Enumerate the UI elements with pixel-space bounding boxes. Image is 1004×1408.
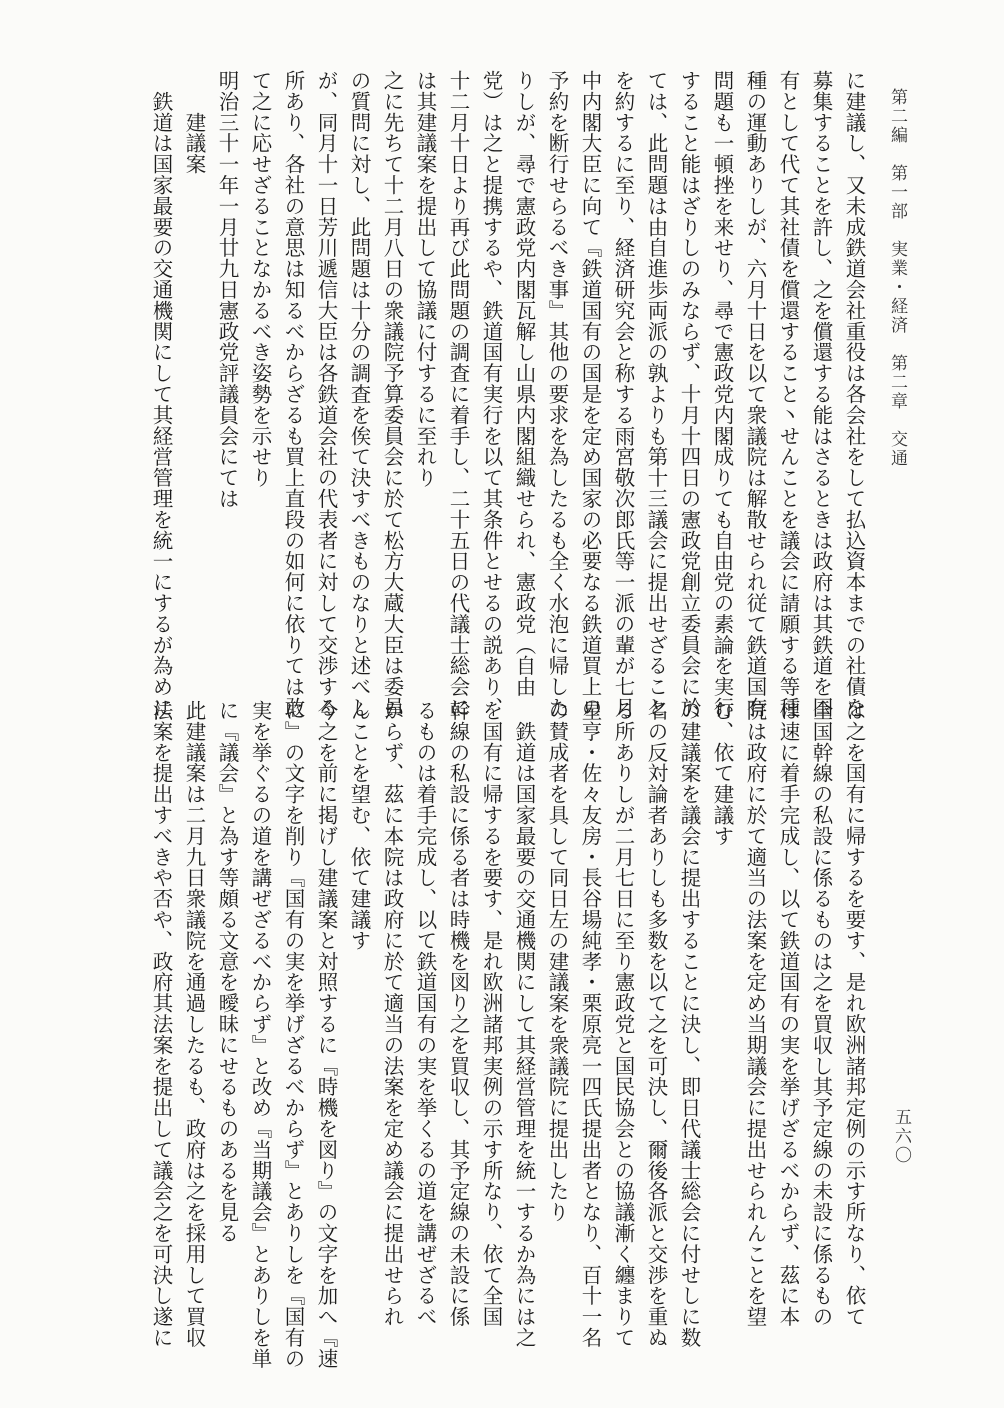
text-line: るものは着手完成し、以て鉄道国有の実を挙くるの道を講ぜざるべ bbox=[413, 700, 437, 1327]
text-line: 種の運動ありしが、六月十日を以て衆議院は解散せられ従て鉄道国有 bbox=[743, 70, 767, 718]
text-line: は之を国有に帰するを要す、是れ欧洲諸邦定例の示す所なり、依て bbox=[842, 700, 866, 1327]
text-line: 之に先ちて十二月八日の衆議院予算委員会に於て松方大蔵大臣は委員 bbox=[380, 70, 404, 718]
text-line: 所あり、各社の意思は知るべからざるも買上直段の如何に依りては敢 bbox=[281, 70, 305, 718]
text-line: て之に応せざることなかるべき姿勢を示せり bbox=[248, 70, 272, 488]
text-line: 幹線の私設に係る者は時機を図り之を買収し、其予定線の未設に係 bbox=[446, 700, 470, 1327]
text-line: ては、此問題は由自進歩両派の孰よりも第十三議会に提出せざること bbox=[644, 70, 668, 718]
text-line: 全国幹線の私設に係るものは之を買収し其予定線の未設に係るもの bbox=[809, 700, 833, 1327]
text-line: 院は政府に於て適当の法案を定め当期議会に提出せられんことを望 bbox=[743, 700, 767, 1327]
text-line: すること能はざりしのみならず、十月十四日の憲政党創立委員会に於 bbox=[677, 70, 701, 718]
text-line: 此建議案は二月九日衆議院を通過したるも、政府は之を採用して買収 bbox=[182, 700, 206, 1348]
text-line: 党）は之と提携するや、鉄道国有実行を以て其条件とせるの説あり、 bbox=[479, 70, 503, 718]
text-line: 有として代て其社債を償還すること丶せんことを議会に請願する等種 bbox=[776, 70, 800, 718]
text-line: を約するに至り、経済研究会と称する雨宮敬次郎氏等一派の輩が七月 bbox=[611, 70, 635, 718]
text-line: 鉄道は国家最要の交通機関にして其経営管理を統一するか為には之 bbox=[512, 700, 536, 1348]
text-line: む、依て建議す bbox=[710, 700, 734, 847]
text-line: の建議案を議会に提出することに決し、即日代議士総会に付せしに数 bbox=[677, 700, 701, 1348]
text-line: る所ありしが二月七日に至り憲政党と国民協会との協議漸く纏まりて bbox=[611, 700, 635, 1348]
text-line: んことを望む、依て建議す bbox=[347, 700, 371, 951]
text-line: に『議会』と為す等頗る文意を曖昧にせるものあるを見る bbox=[215, 700, 239, 1244]
text-line: が、同月十一日芳川遞信大臣は各鉄道会社の代表者に対して交渉する bbox=[314, 70, 338, 718]
text-line: 十二月十日より再び此問題の調査に着手し、二十五日の代議士総会に bbox=[446, 70, 470, 718]
page-number: 五六〇 bbox=[891, 1108, 911, 1165]
text-line: 中内閣大臣に向て『鉄道国有の国是を定め国家の必要なる鉄道買上の bbox=[578, 70, 602, 718]
text-line: 法案を提出すべきや否や、政府其法案を提出して議会之を可決し遂に bbox=[149, 700, 173, 1348]
heading-kengian: 建議案 bbox=[182, 70, 206, 175]
text-line: 明治三十一年一月廿九日憲政党評議員会にては bbox=[215, 70, 239, 509]
text-line: りしが、尋で憲政党内閣瓦解し山県内閣組織せられ、憲政党（自由 bbox=[512, 70, 536, 697]
text-line: 今之を前に掲げし建議案と対照するに『時機を図り』の文字を加へ『速 bbox=[314, 700, 338, 1369]
text-line: は其建議案を提出して協議に付するに至れり bbox=[413, 70, 437, 488]
text-line: 鉄道は国家最要の交通機関にして其経営管理を統一にするが為めに bbox=[149, 70, 173, 718]
text-line: 実を挙ぐるの道を講ぜざるべからず』と改め『当期議会』とありしを単 bbox=[248, 700, 272, 1369]
text-line: からず、茲に本院は政府に於て適当の法案を定め議会に提出せられ bbox=[380, 700, 404, 1327]
text-line: 問題も一頓挫を来せり、尋で憲政党内閣成りても自由党の素論を実行 bbox=[710, 70, 734, 718]
text-line: 募集することを許し、之を償還する能はさるときは政府は其鉄道を国 bbox=[809, 70, 833, 718]
text-line: は速に着手完成し、以て鉄道国有の実を挙げざるべからず、茲に本 bbox=[776, 700, 800, 1327]
running-header: 第二編 第一部 実業・経済 第二章 交通 bbox=[887, 88, 907, 468]
text-line: 星亨・佐々友房・長谷場純孝・栗原亮一四氏提出者となり、百十一名 bbox=[578, 700, 602, 1348]
text-line: 名の反対論者ありしも多数を以て之を可決し、爾後各派と交渉を重ぬ bbox=[644, 700, 668, 1348]
text-line: 予約を断行せらるべき事』其他の要求を為したるも全く水泡に帰した bbox=[545, 70, 569, 718]
text-line: に』の文字を削り『国有の実を挙げざるべからず』とありしを『国有の bbox=[281, 700, 305, 1369]
text-line: の質問に対し、此問題は十分の調査を俟て決すべきものなりと述べし bbox=[347, 70, 371, 718]
text-line: に建議し、又未成鉄道会社重役は各会社をして払込資本までの社債を bbox=[842, 70, 866, 718]
text-line: の賛成者を具して同日左の建議案を衆議院に提出したり bbox=[545, 700, 569, 1223]
text-line: を国有に帰するを要す、是れ欧洲諸邦実例の示す所なり、依て全国 bbox=[479, 700, 503, 1327]
